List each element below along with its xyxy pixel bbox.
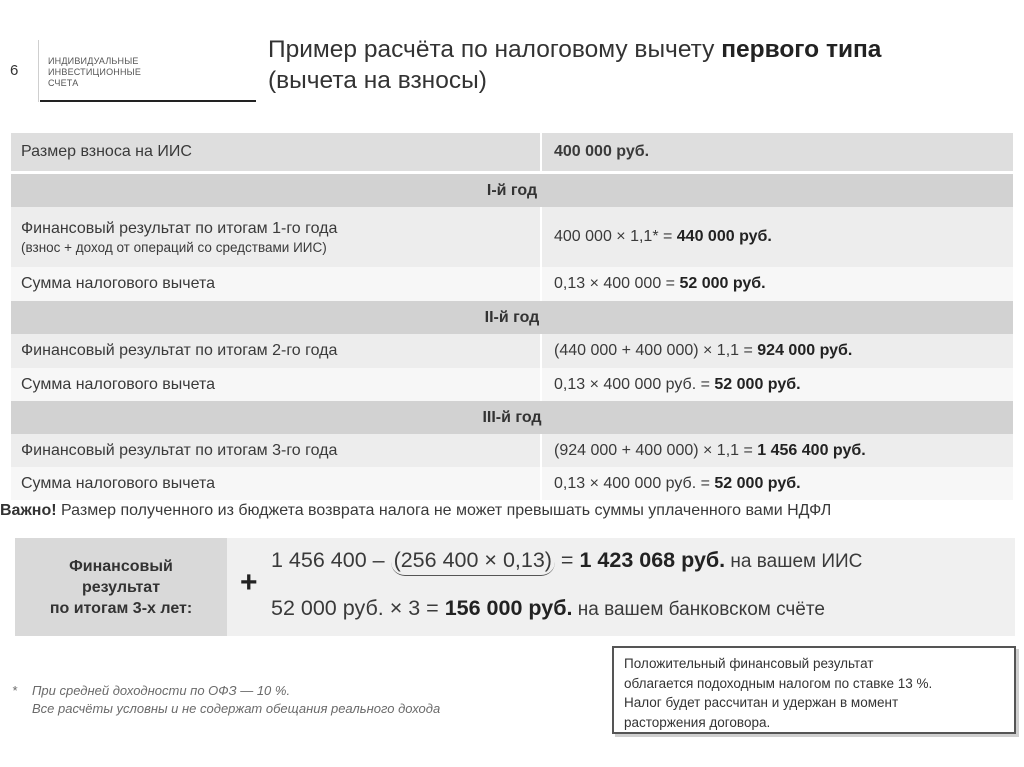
formula: 0,13 × 400 000 руб. = <box>554 474 715 492</box>
title-emphasis: первого типа <box>721 36 882 63</box>
plus-sign: + <box>240 566 258 599</box>
summary-label-line: результат <box>81 578 161 596</box>
formula: (440 000 + 400 000) × 1,1 = <box>554 342 758 359</box>
tax-deduction-value <box>541 267 1013 301</box>
tax-brace: (256 400 × 0,13) <box>391 548 555 576</box>
result: 52 000 руб. <box>714 474 801 492</box>
tax-deduction-label: Сумма налогового вычета <box>11 368 541 401</box>
brand-underline <box>40 100 256 102</box>
summary-label <box>15 538 227 636</box>
table-row <box>11 207 1013 267</box>
fin-result-label <box>11 207 541 267</box>
tax-deduction-label: Сумма налогового вычета <box>11 467 541 500</box>
callout-line: облагается подоходным налогом по ставке 13 %. <box>624 675 933 691</box>
callout-line: Налог будет рассчитан и удержан в момент <box>624 695 899 710</box>
formula: 400 000 × 1,1* = <box>554 228 677 245</box>
footnote-line: При средней доходности по ОФЗ — 10 %. <box>32 683 291 698</box>
tax-deduction-label: Сумма налогового вычета <box>11 267 541 301</box>
bank-start: 52 000 руб. × 3 = <box>271 596 445 620</box>
page-title <box>268 34 881 96</box>
summary-bank-line <box>271 596 825 621</box>
summary-box <box>15 538 1015 636</box>
result: 52 000 руб. <box>714 375 801 393</box>
fin-result-value <box>541 207 1013 267</box>
title-text: Пример расчёта по налоговому вычету <box>268 36 722 63</box>
warning-note <box>0 502 831 520</box>
brand-line: ИНВЕСТИЦИОННЫЕ <box>48 67 142 77</box>
tax-callout-box <box>612 646 1016 734</box>
fin-result-value <box>541 334 1013 368</box>
title-subtext: (вычета на взносы) <box>268 67 487 94</box>
year-heading-row <box>11 174 1013 207</box>
brand-label <box>48 56 141 89</box>
warning-text: Размер полученного из бюджета возврата налога не может превышать суммы уплаченного вами НДФЛ <box>56 502 832 519</box>
table-row <box>11 368 1013 401</box>
iis-note: на вашем ИИС <box>725 551 863 572</box>
footnote-line: Все расчёты условны и не содержат обещания реального дохода <box>32 701 441 716</box>
formula: (924 000 + 400 000) × 1,1 = <box>554 441 758 459</box>
formula: 0,13 × 400 000 руб. = <box>554 375 715 393</box>
brand-line: ИНДИВИДУАЛЬНЫЕ <box>48 56 139 66</box>
slide-header <box>0 0 1024 110</box>
year-heading-row <box>11 401 1013 434</box>
iis-result: 1 423 068 руб. <box>579 548 726 572</box>
tax-deduction-value <box>541 467 1013 500</box>
page-number: 6 <box>10 62 19 79</box>
iis-eq: = <box>554 548 580 572</box>
callout-line: Положительный финансовый результат <box>624 656 874 671</box>
contribution-label: Размер взноса на ИИС <box>11 133 541 171</box>
tax-deduction-value <box>541 368 1013 401</box>
year-heading-row <box>11 301 1013 334</box>
table-row <box>11 133 1013 171</box>
table-row <box>11 467 1013 500</box>
table-row <box>11 434 1013 467</box>
formula: 0,13 × 400 000 = <box>554 275 680 292</box>
callout-line: расторжения договора. <box>624 714 771 730</box>
brand-line: СЧЕТА <box>48 78 79 88</box>
table-row <box>11 334 1013 368</box>
summary-label-line: по итогам 3-х лет: <box>49 599 193 617</box>
bank-note: на вашем банковском счёте <box>572 599 825 620</box>
bank-result: 156 000 руб. <box>444 596 573 620</box>
result: 440 000 руб. <box>676 228 772 245</box>
fin-result-label-text: Финансовый результат по итогам 1-го года <box>21 219 338 237</box>
summary-iis-line <box>271 548 862 576</box>
summary-label-line: Финансовый <box>69 557 173 575</box>
fin-result-label: Финансовый результат по итогам 2-го года <box>11 334 541 368</box>
calculation-table <box>11 133 1013 500</box>
fin-result-value <box>541 434 1013 467</box>
result: 1 456 400 руб. <box>757 441 866 459</box>
year3-heading: III-й год <box>11 401 1013 434</box>
table-row <box>11 267 1013 301</box>
year2-heading: II-й год <box>11 301 1013 334</box>
result: 52 000 руб. <box>679 275 766 292</box>
fin-result-label: Финансовый результат по итогам 3-го года <box>11 434 541 467</box>
result: 924 000 руб. <box>757 342 853 359</box>
warning-label: Важно! <box>0 502 57 519</box>
footnote <box>12 682 440 718</box>
header-divider <box>38 40 39 102</box>
footnote-star: * <box>12 683 18 698</box>
contribution-value: 400 000 руб. <box>541 133 1013 171</box>
fin-result-sublabel: (взнос + доход от операций со средствами ИИС) <box>21 239 327 255</box>
year1-heading: I-й год <box>11 174 1013 207</box>
iis-start: 1 456 400 – <box>271 548 391 572</box>
